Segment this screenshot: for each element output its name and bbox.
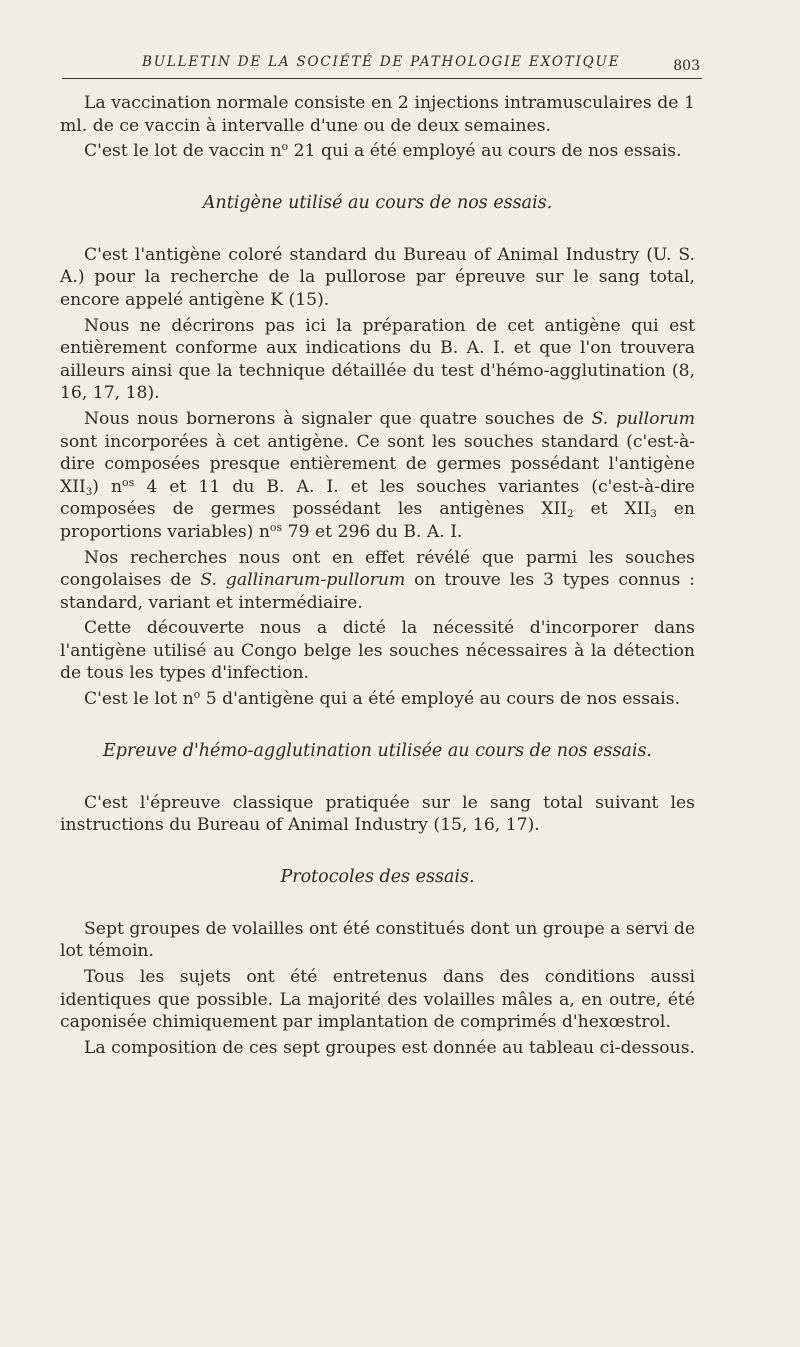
paragraph: Nous ne décrirons pas ici la préparation de cet antigène qui est entièrement conforme aux indications du B. A. I. et que l'on trouvera ailleurs ainsi que la technique détaillée du test d'hémo-agglutination (8, 16, 17, 18). (60, 315, 695, 404)
page-header (62, 52, 702, 79)
running-title: BULLETIN DE LA SOCIÉTÉ DE PATHOLOGIE EXOTIQUE (142, 54, 621, 70)
paragraph: Nos recherches nous ont en effet révélé que parmi les souches congolaises de S. gallinarum-pullorum on trouve les 3 types connus : standard, variant et intermédiaire. (60, 547, 695, 613)
paragraph: La composition de ces sept groupes est donnée au tableau ci-dessous. (84, 1037, 696, 1058)
paragraph: C'est le lot $n^o$ 5 d'antigène qui a été employé au cours de nos essais. (84, 688, 681, 710)
paragraph: C'est l'épreuve classique pratiquée sur le sang total suivant les instructions du Bureau of Animal Industry (15, 16, 17). (60, 792, 695, 836)
section-heading-antigen: Antigène utilisé au cours de nos essais. (202, 192, 553, 213)
body-text (60, 92, 695, 1062)
species-name: S. gallinarum-pullorum (200, 570, 406, 591)
section-heading-protocols: Protocoles des essais. (280, 866, 475, 887)
paragraph: C'est l'antigène coloré standard du Bureau of Animal Industry (U. S. A.) pour la recherche de la pullorose par épreuve sur le sang total, encore appelé antigène K (15). (60, 244, 695, 310)
section-heading-test: Epreuve d'hémo-agglutination utilisée au cours de nos essais. (103, 740, 652, 761)
paragraph: La vaccination normale consiste en 2 injections intramusculaires de 1 ml. de ce vaccin à intervalle d'une ou de deux semaines. (60, 93, 695, 136)
page-number: 803 (673, 58, 700, 74)
species-name: S. pullorum (591, 408, 695, 429)
paragraph: Tous les sujets ont été entretenus dans des conditions aussi identiques que possible. La majorité des volailles mâles a, en outre, été caponisée chimiquement par implantation de comprimés d'hexœstrol. (60, 967, 695, 1033)
paragraph: Sept groupes de volailles ont été constitués dont un groupe a servi de lot témoin. (60, 918, 695, 962)
paragraph: C'est le lot de vaccin $n^o$ 21 qui a été employé au cours de nos essais. (84, 140, 682, 162)
paragraph: Nous nous bornerons à signaler que quatre souches de S. pullorum sont incorporées à cet antigène. Ce sont les souches standard (c'est-à-dire composées presque entièrement de germes possédant l'antigène $XII_3$) $n^{os}$ 4 et 11 du B. A. I. et les souches variantes (c'est-à-dire composées de germes possédant les antigènes $XII_2$ et $XII_3$ en proportions variables) $n^{os}$ 79 et 296 du B. A. I. (60, 408, 695, 542)
paragraph: Cette découverte nous a dicté la nécessité d'incorporer dans l'antigène utilisé au Congo belge les souches nécessaires à la détection de tous les types d'infection. (60, 618, 695, 684)
